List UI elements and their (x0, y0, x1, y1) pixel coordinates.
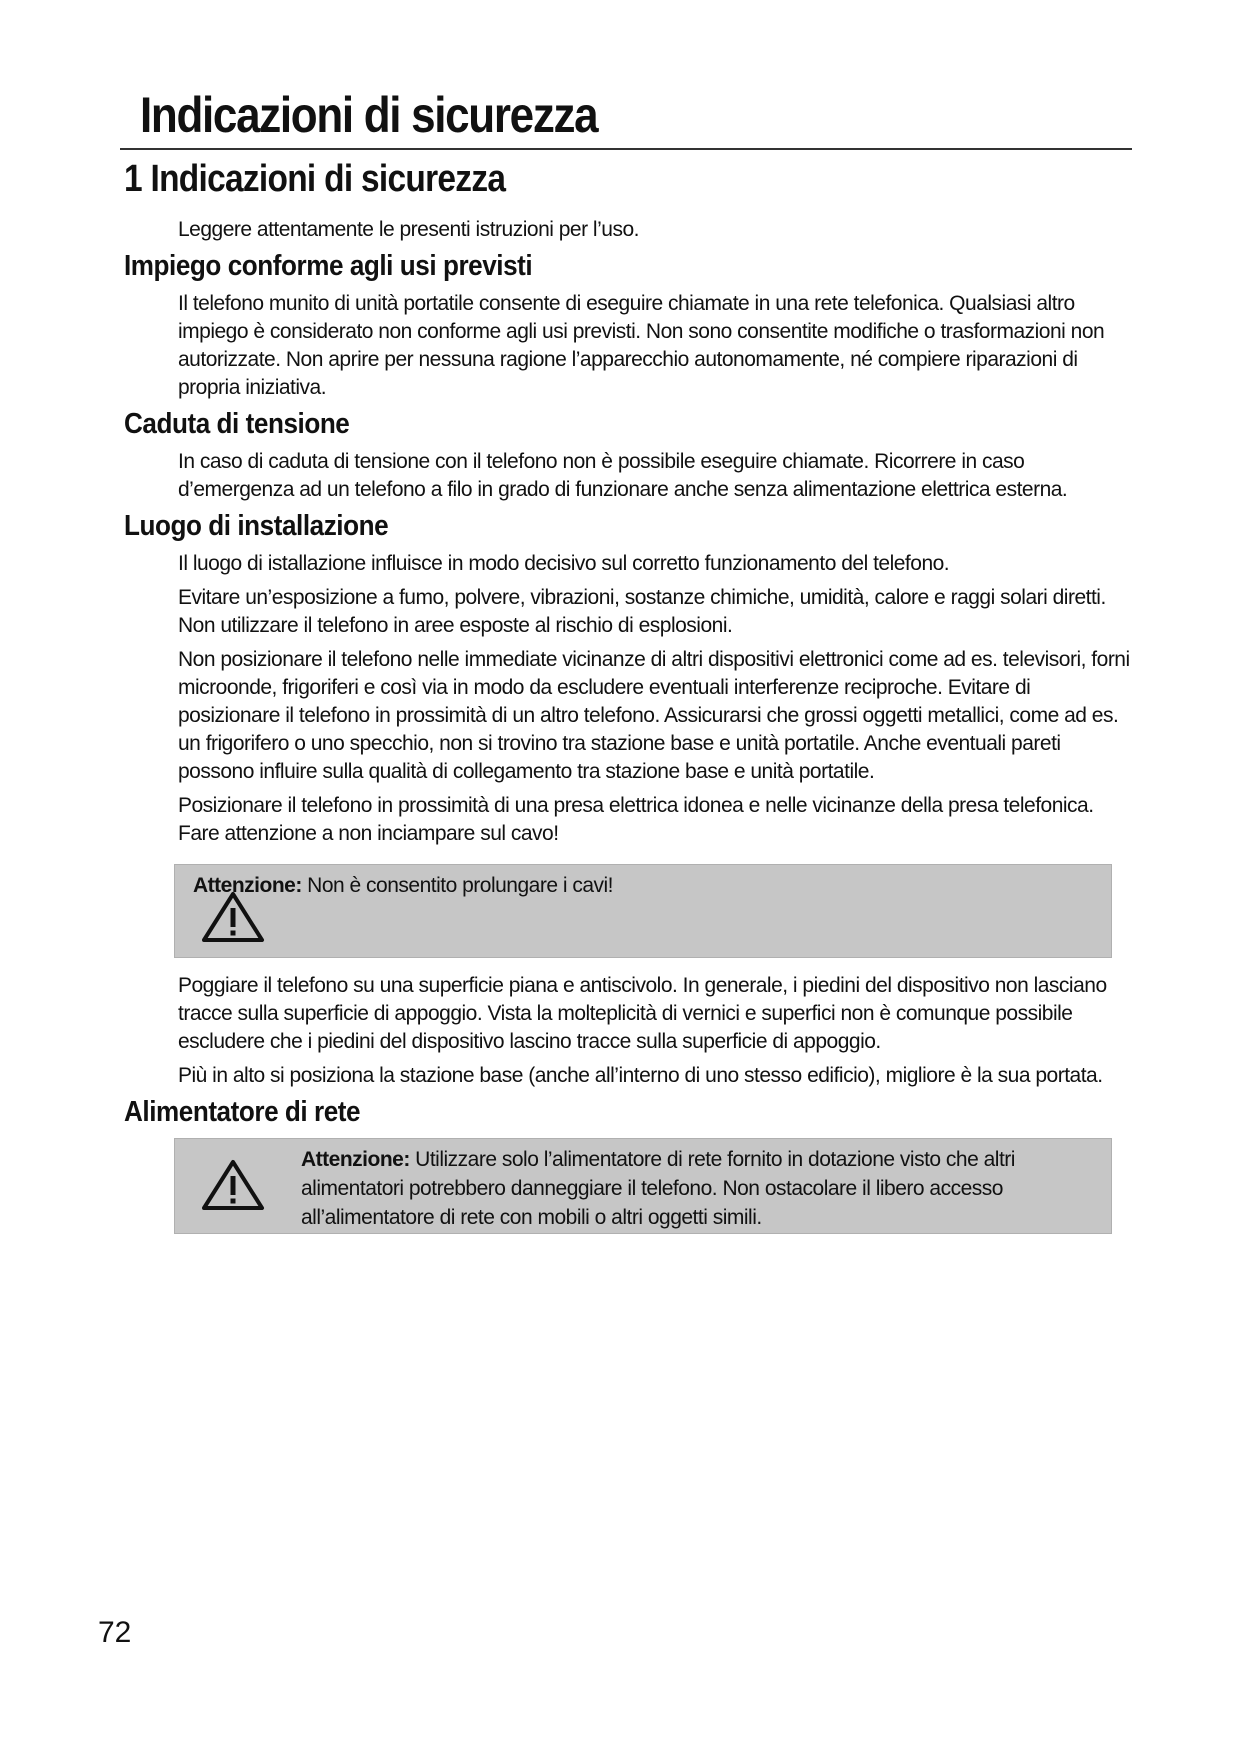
cable-warning-text (193, 871, 1093, 900)
warning-message: Non è consentito prolungare i cavi! (301, 874, 614, 897)
warning-label: Attenzione: (301, 1148, 410, 1171)
section-heading: 1 Indicazioni di sicurezza (124, 158, 506, 200)
page-title: Indicazioni di sicurezza (140, 87, 598, 143)
impiego-paragraph: Il telefono munito di unità portatile consente di eseguire chiamate in una rete telefonica. Qualsiasi altro impiego è considerato non conforme agli usi previsti. Non sono consentite modifiche o trasformazioni non autorizzate. Non aprire per nessuna ragione l’apparecchio autonomamente, né compiere riparazioni di propria iniziativa. (178, 292, 1105, 399)
warning-label: Attenzione: (193, 874, 302, 897)
luogo-paragraph-2: Evitare un’esposizione a fumo, polvere, vibrazioni, sostanze chimiche, umidità, calore e raggi solari diretti. Non utilizzare il telefono in aree esposte al rischio di esplosioni. (178, 586, 1106, 637)
heading-impiego: Impiego conforme agli usi previsti (124, 250, 533, 282)
luogo-paragraph-6: Più in alto si posiziona la stazione base (anche all’interno di uno stesso edificio), migliore è la sua portata. (178, 1064, 1103, 1087)
warning-message: Utilizzare solo l’alimentatore di rete fornito in dotazione visto che altri alimentatori potrebbero danneggiare il telefono. Non ostacolare il libero accesso all’alimentatore di rete con mobili o altri oggetti simili. (301, 1148, 1015, 1229)
page-number: 72 (98, 1616, 132, 1649)
intro-paragraph: Leggere attentamente le presenti istruzioni per l’uso. (178, 218, 639, 241)
title-divider (120, 148, 1132, 150)
heading-luogo: Luogo di installazione (124, 510, 389, 542)
document-body (124, 158, 1134, 1248)
warning-triangle-icon (201, 1159, 265, 1211)
power-supply-warning-text (301, 1145, 1101, 1232)
luogo-paragraph-4: Posizionare il telefono in prossimità di una presa elettrica idonea e nelle vicinanze della presa telefonica. Fare attenzione a non inciampare sul cavo! (178, 794, 1094, 845)
luogo-paragraph-5: Poggiare il telefono su una superficie piana e antiscivolo. In generale, i piedini del dispositivo non lasciano tracce sulla superficie di appoggio. Vista la molteplicità di vernici e superfici non è comunque possibile escludere che i piedini del dispositivo lascino tracce sulla superficie di appoggio. (178, 974, 1107, 1053)
luogo-paragraph-3: Non posizionare il telefono nelle immediate vicinanze di altri dispositivi elettronici come ad es. televisori, forni microonde, frigoriferi e così via in modo da escludere eventuali interferenze reciproche. Evitare di posizionare il telefono in prossimità di un altro telefono. Assicurarsi che grossi oggetti metallici, come ad es. un frigorifero o uno specchio, non si trovino tra stazione base e unità portatile. Anche eventuali pareti possono influire sulla qualità di collegamento tra stazione base e unità portatile. (178, 648, 1130, 783)
power-supply-warning-box (174, 1138, 1112, 1234)
caduta-paragraph: In caso di caduta di tensione con il telefono non è possibile eseguire chiamate. Ricorrere in caso d’emergenza ad un telefono a filo in grado di funzionare anche senza alimentazione elettrica esterna. (178, 450, 1068, 501)
luogo-paragraph-1: Il luogo di istallazione influisce in modo decisivo sul corretto funzionamento del telefono. (178, 552, 950, 575)
heading-alimentatore: Alimentatore di rete (124, 1096, 361, 1128)
heading-caduta: Caduta di tensione (124, 408, 350, 440)
cable-warning-box (174, 864, 1112, 958)
